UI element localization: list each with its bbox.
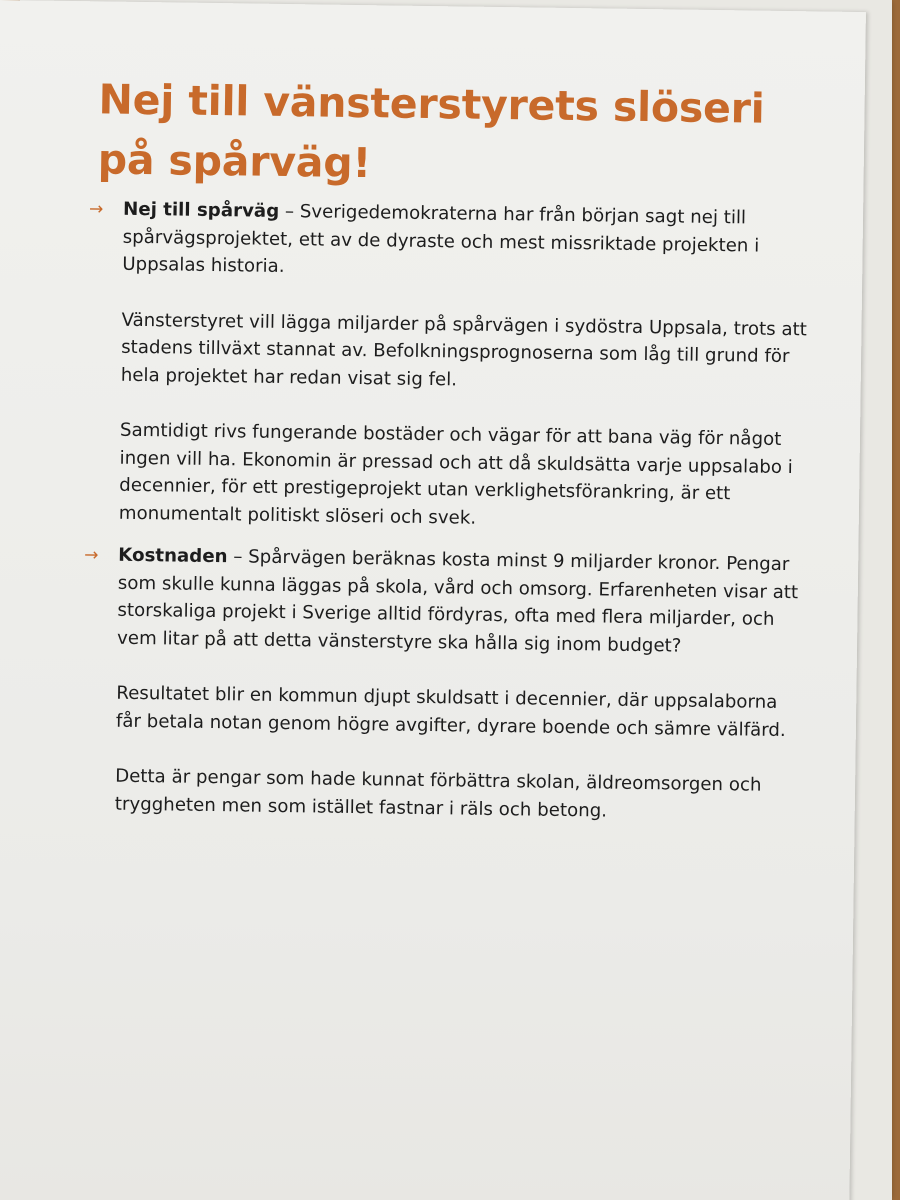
paragraph: Detta är pengar som hade kunnat förbättra skolan, äldreomsorgen och tryggheten men som istället fastnar i räls och betong. bbox=[114, 765, 762, 822]
arrow-right-icon: → bbox=[84, 545, 99, 566]
arrow-right-icon: → bbox=[88, 199, 104, 220]
paragraph: Samtidigt rivs fungerande bostäder och vägar för att bana väg för något ingen vill ha. Ekonomin är pressad och att då skuldsätta varje uppsalabo i decennier, för ett prestigeprojekt utan verklighetsförankring, är ett monumentalt politiskt slöseri och svek. bbox=[118, 419, 793, 529]
headline: Nej till vänsterstyrets slöseri på spårväg! bbox=[97, 75, 765, 188]
section-lead: Nej till spårväg bbox=[122, 198, 280, 222]
paragraph: Resultatet blir en kommun djupt skuldsatt i decennier, där uppsalaborna får betala notan genom högre avgifter, dyrare boende och sämre välfärd. bbox=[115, 682, 786, 741]
section-body bbox=[119, 196, 810, 537]
section-nej-till-sparvag bbox=[84, 195, 809, 564]
section-intro bbox=[122, 196, 809, 288]
section-kostnaden bbox=[80, 541, 804, 855]
section-intro bbox=[117, 542, 804, 662]
section-body bbox=[115, 542, 805, 828]
paragraph: Vänsterstyret vill lägga miljarder på spårvägen i sydöstra Uppsala, trots att stadens tillväxt stannat av. Befolkningsprognoserna som låg till grund för hela projektet har redan visat sig fel. bbox=[120, 309, 807, 390]
section-lead: Kostnaden bbox=[118, 544, 228, 568]
section-intro-text: – Sverigedemokraterna har från början sagt nej till spårvägsprojektet, ett av de dyraste och mest missriktade projekten i Uppsalas historia. bbox=[122, 200, 760, 277]
section-intro-text: – Spårvägen beräknas kosta minst 9 miljarder kronor. Pengar som skulle kunna läggas på skola, vård och omsorg. Erfarenheten visar att storskaliga projekt i Sverige alltid fördyras, ofta med flera miljarder, och vem litar på att detta vänsterstyre ska hålla sig inom budget? bbox=[116, 546, 799, 657]
